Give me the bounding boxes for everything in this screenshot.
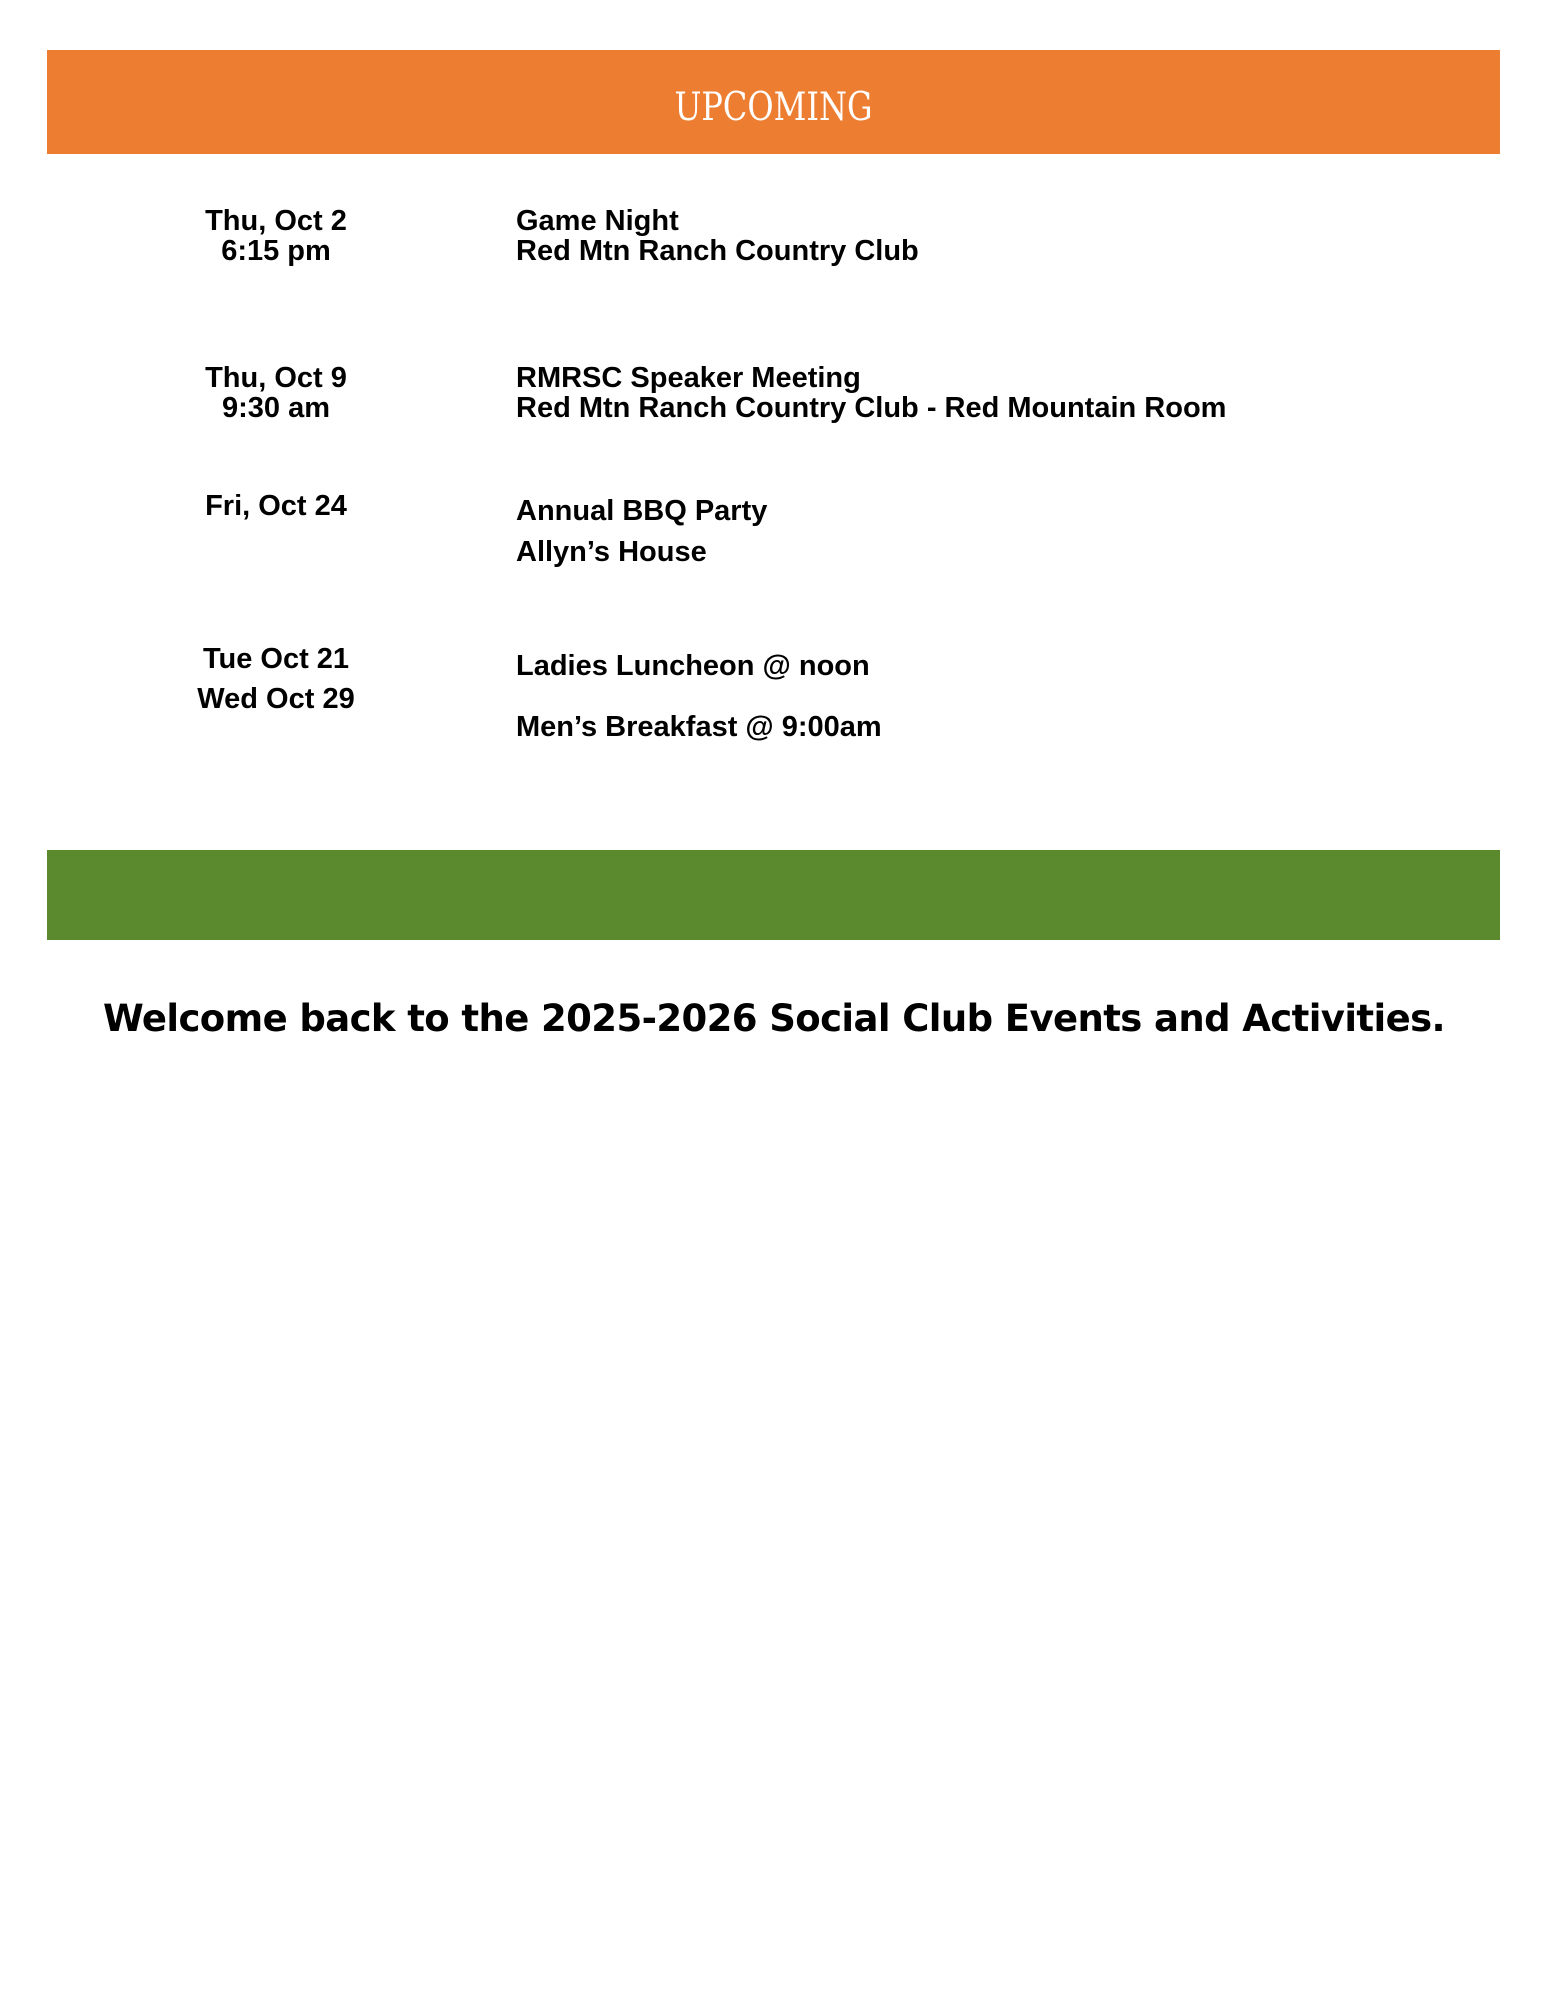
upcoming-title: UPCOMING — [674, 85, 873, 130]
event-details — [516, 636, 882, 758]
event-date — [176, 206, 376, 266]
event-location: Red Mtn Ranch Country Club - Red Mountain Room — [516, 392, 1227, 424]
section-divider-banner — [47, 850, 1500, 940]
event-date — [176, 486, 376, 527]
event-date-line: Thu, Oct 2 — [205, 205, 347, 237]
welcome-heading: Welcome back to the 2025-2026 Social Club Events and Activities. — [103, 997, 1445, 1040]
event-details — [516, 491, 767, 573]
upcoming-banner — [47, 50, 1500, 154]
event-location: Red Mtn Ranch Country Club — [516, 235, 919, 267]
event-location: Allyn’s House — [516, 536, 707, 568]
event-date-line: Tue Oct 21 — [202, 643, 350, 675]
event-date-line: Wed Oct 29 — [197, 683, 355, 715]
event-date-line: Fri, Oct 24 — [205, 490, 347, 522]
event-title: Game Night — [516, 205, 679, 237]
event-time-line: 6:15 pm — [221, 235, 331, 267]
event-details — [516, 206, 919, 266]
event-title: RMRSC Speaker Meeting — [516, 362, 861, 394]
event-title: Annual BBQ Party — [516, 495, 768, 527]
event-date-line: Thu, Oct 9 — [205, 362, 347, 394]
event-title: Men’s Breakfast @ 9:00am — [516, 711, 882, 743]
event-date — [176, 639, 376, 719]
event-time-line: 9:30 am — [221, 392, 330, 424]
event-title: Ladies Luncheon @ noon — [516, 650, 870, 682]
event-details — [516, 363, 1226, 423]
event-date — [176, 363, 376, 423]
